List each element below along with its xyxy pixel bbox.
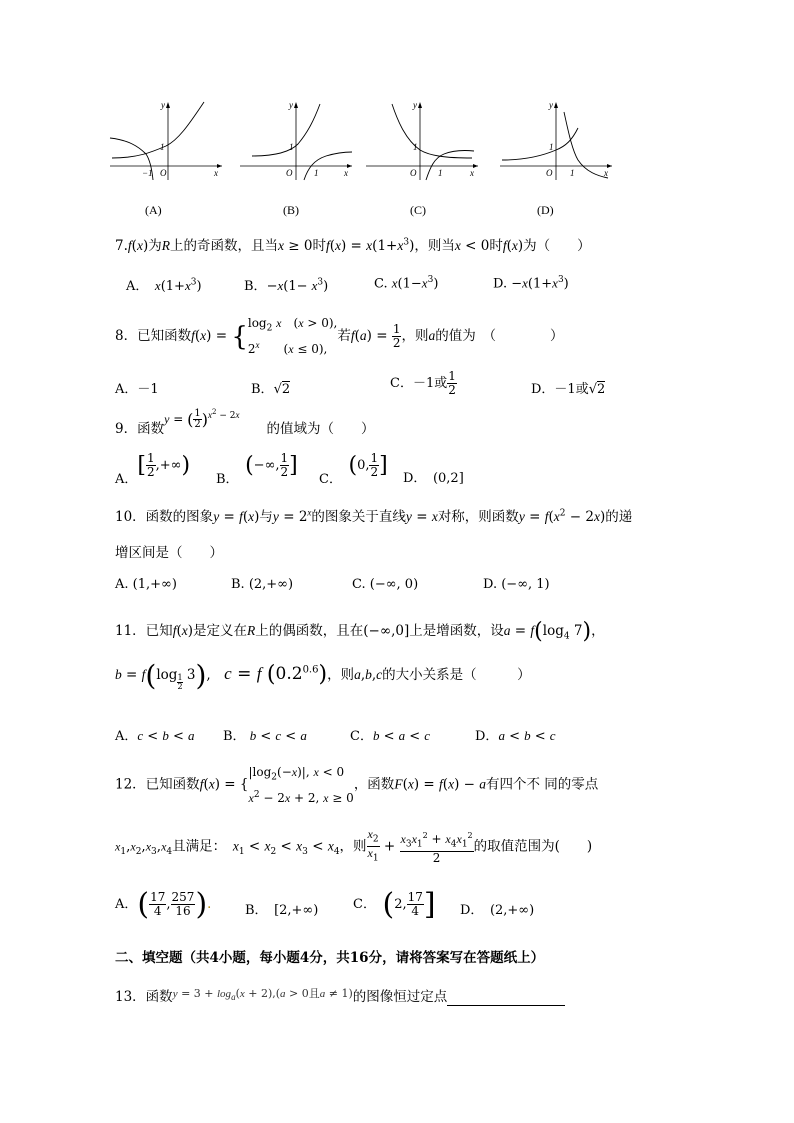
q7-text: 为 xyxy=(148,238,162,254)
tick-neg-one-label: −1 xyxy=(142,168,153,178)
q8-text: 的值为 （ ） xyxy=(435,328,564,345)
q11-option-d: D．a < b < c xyxy=(475,728,556,744)
q12-text: ，则 xyxy=(339,838,367,855)
q8-text: 若 xyxy=(337,328,351,345)
q12-number: 12．已知函数 xyxy=(115,776,200,793)
q11-option-b: B． b < c < a xyxy=(223,728,307,744)
q10-text: 与 xyxy=(259,509,273,525)
q7-stem: 7.f(x)为R上的奇函数，且当x ≥ 0时$f(x) = x(1+x^3)$，则当x < 0时f(x)为（ ） xyxy=(115,237,591,254)
q7-option-b: B．$-x(1- x^3)$ xyxy=(244,277,329,294)
graph-c xyxy=(364,100,482,182)
axis-x-label: x xyxy=(470,168,474,178)
axis-y-label: y xyxy=(289,100,293,110)
q10-option-c: C. (−∞, 0) xyxy=(352,577,419,592)
caption-b: (B) xyxy=(283,203,299,217)
tick-one-label: 1 xyxy=(413,142,418,152)
axis-y-label: y xyxy=(413,100,417,110)
q11-text: ，则 xyxy=(327,667,355,683)
origin-label: O xyxy=(286,168,293,178)
q9-option-d: D． (0,2] xyxy=(403,471,464,486)
q7-option-c: C. $x(1-x^3)$ xyxy=(374,275,439,292)
axis-x-label: x xyxy=(344,168,348,178)
q7-text: 时 xyxy=(312,238,326,254)
q11-text: 是定义在 xyxy=(193,623,248,639)
q9-stem: 9．函数y = ( $\frac{1}{2}$ )$^{x^2 - 2x}$ 的值域为（ ） xyxy=(115,408,375,437)
caption-a: (A) xyxy=(145,203,162,217)
q10-option-a: A. (1,+∞) xyxy=(115,577,177,592)
q13-stem: 13．函数$^{y = 3 + log_a(x + 2),(a > 0且a \ne 1)}$的图像恒过定点 xyxy=(115,985,565,1006)
q13-number: 13．函数 xyxy=(115,989,173,1005)
q7-number: 7. xyxy=(115,238,128,254)
q8-option-a: A．－1 xyxy=(115,382,159,397)
q8-option-d: D．－1或√2 xyxy=(531,382,606,397)
q12-option-b: B． [2,+∞) xyxy=(245,903,319,918)
q10-text: 的图象关于直线 xyxy=(311,509,406,525)
graph-a xyxy=(108,100,226,182)
q12-option-d: D． (2,+∞) xyxy=(460,903,535,918)
q12-text: 的取值范围为( ) xyxy=(473,838,593,855)
q11-option-a: A．c < b < a xyxy=(115,728,195,744)
q12-text: 有四个不 同的零点 xyxy=(485,776,599,793)
origin-label: O xyxy=(410,168,417,178)
q13-answer-blank[interactable] xyxy=(447,993,565,1006)
q11-text: 上的偶函数，且在 xyxy=(255,623,364,639)
q10-option-b: B. (2,+∞) xyxy=(231,577,294,592)
q9-number: 9．函数 xyxy=(115,421,165,437)
tick-one-label: 1 xyxy=(549,142,554,152)
q9-text: 的值域为（ ） xyxy=(266,421,375,437)
q11-text: 的大小关系是（ ） xyxy=(382,667,531,683)
q9-option-b: B． (−∞, $\frac{1}{2}$ ] xyxy=(216,451,298,487)
q8-option-c: C．－1或 $\frac{1}{2}$ xyxy=(390,369,456,397)
q12-text: ，函数 xyxy=(353,776,395,793)
section-heading: 二、填空题（共4小题，每小题4分，共16分，请将答案写在答题纸上） xyxy=(115,950,545,966)
caption-c: (C) xyxy=(410,203,426,217)
q9-option-d-value: (0,2] xyxy=(432,471,464,486)
axis-x-label: x xyxy=(214,168,218,178)
q11-option-c: C．b < a < c xyxy=(350,728,431,744)
q8-number: 8．已知函数 xyxy=(115,328,192,345)
q12-line2: $x_1,x_2,x_3,x_4$且满足： $x_1 < x_2 < x_3 < x_4$，则 $\frac{x_2}{x_1}$ + $\frac{x_3x_1^2 + x_4x_1^2}{2}$ 的取值范围为( ) xyxy=(115,827,593,866)
q11-text: ， xyxy=(591,623,605,639)
tick-one-label: 1 xyxy=(289,142,294,152)
q7-text: 上的奇函数，且当 xyxy=(169,238,278,254)
graph-d xyxy=(498,100,616,182)
q12-option-c: C． (2, $\frac{17}{4}$ ] xyxy=(353,887,436,922)
axis-y-label: y xyxy=(161,100,165,110)
axis-y-label: y xyxy=(549,100,553,110)
tick-one-x-label: 1 xyxy=(314,168,319,178)
q11-number: 11．已知 xyxy=(115,623,173,639)
q8-text: ，则 xyxy=(401,328,429,345)
q9-option-a: A．[ $\frac{1}{2}$ ,+∞) xyxy=(115,451,191,487)
q7-option-d: D. $-x(1+x^3)$ xyxy=(493,275,569,292)
tick-one-label: 1 xyxy=(160,142,165,152)
q7-text: ，则当 xyxy=(414,238,455,254)
origin-label: O xyxy=(160,168,167,178)
q12-text: 且满足： xyxy=(172,838,220,855)
q11-text: 上是增函数，设 xyxy=(409,623,504,639)
q11-stem: 11．已知f(x)是定义在R上的偶函数，且在(−∞,0]上是增函数，设$a = f(\log_4$ 7)， xyxy=(115,619,605,644)
graph-b xyxy=(238,100,356,182)
q7-option-a: A． $x(1+x^3)$ xyxy=(126,277,202,294)
axis-x-label: x xyxy=(604,168,608,178)
caption-d: (D) xyxy=(537,203,554,217)
q9-option-c: C． (0, $\frac{1}{2}$ ] xyxy=(319,451,388,487)
q13-text: 的图像恒过定点 xyxy=(352,989,448,1005)
origin-label: O xyxy=(546,168,553,178)
tick-one-x-label: 1 xyxy=(438,168,443,178)
q7-text: 为（ ） xyxy=(523,238,591,254)
q7-text: 时 xyxy=(489,238,503,254)
q8-stem: 8．已知函数f(x) = { $\log_2 x$ (x > 0), 2$^x$ (x ≤ 0), 若f(a) = $\frac{1}{2}$ ，则a的值为 （ ） xyxy=(115,316,564,357)
q11-line2: b = f(log $\frac{1}{2}$ 3), c = f $(0.2^{0.6})$，则a,b,c的大小关系是（ ） xyxy=(115,659,531,692)
q8-option-b: B．√2 xyxy=(251,382,291,397)
q10-stem-line2: 增区间是（ ） xyxy=(115,545,223,561)
q10-text: 的递 xyxy=(605,509,633,525)
q12-stem: 12．已知函数f(x) = { $|\log_2(-x)|$, x < 0 $x^2 - 2x + 2$, x ≥ 0 ，函数F(x) = f(x) − a有四个不 同的零点 xyxy=(115,765,599,806)
tick-one-x-label: 1 xyxy=(570,168,575,178)
q10-text: 对称，则函数 xyxy=(437,509,519,525)
q10-number: 10．函数的图象 xyxy=(115,509,214,525)
q10-option-d: D. (−∞, 1) xyxy=(483,577,550,592)
q10-stem-line1: 10．函数的图象y = f(x)与$y = 2^x$的图象关于直线y = x对称，则函数$y = f(x^2 - 2x)$的递 xyxy=(115,507,633,525)
q12-option-a: A．( $\frac{17}{4}$ , $\frac{257}{16}$ ). xyxy=(115,887,212,922)
